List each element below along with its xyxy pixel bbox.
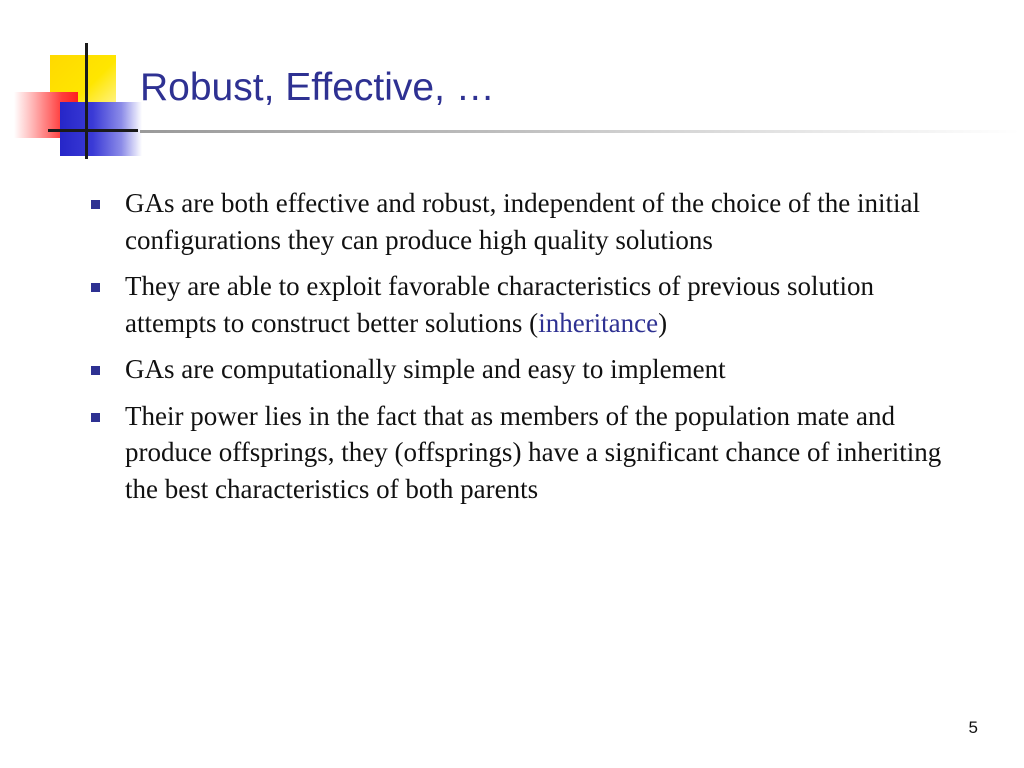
logo-vertical-line [85,43,88,159]
title-underline [140,130,1020,133]
bullet-square-icon [91,366,100,375]
highlighted-term: inheritance [538,307,659,338]
bullet-list [88,185,948,517]
slide-title: Robust, Effective, … [140,66,495,109]
logo-horizontal-line [48,129,138,132]
bullet-text: Their power lies in the fact that as members of the population mate and produce offsprings, they (offsprings) have a significant chance of inheriting the best characteristics of both parents [125,400,942,504]
bullet-square-icon [91,413,100,422]
bullet-item [88,398,948,508]
bullet-square-icon [91,200,100,209]
bullet-item [88,185,948,258]
bullet-text: GAs are both effective and robust, independent of the choice of the initial configurations they can produce high quality solutions [125,188,920,255]
bullet-text: They are able to exploit favorable characteristics of previous solution attempts to construct better solutions ( [125,271,874,338]
bullet-text: GAs are computationally simple and easy to implement [125,354,726,384]
bullet-item [88,268,948,341]
bullet-square-icon [91,283,100,292]
page-number: 5 [968,718,978,737]
bullet-text-end: ) [658,307,668,338]
bullet-item [88,351,948,388]
corner-logo [0,0,150,170]
